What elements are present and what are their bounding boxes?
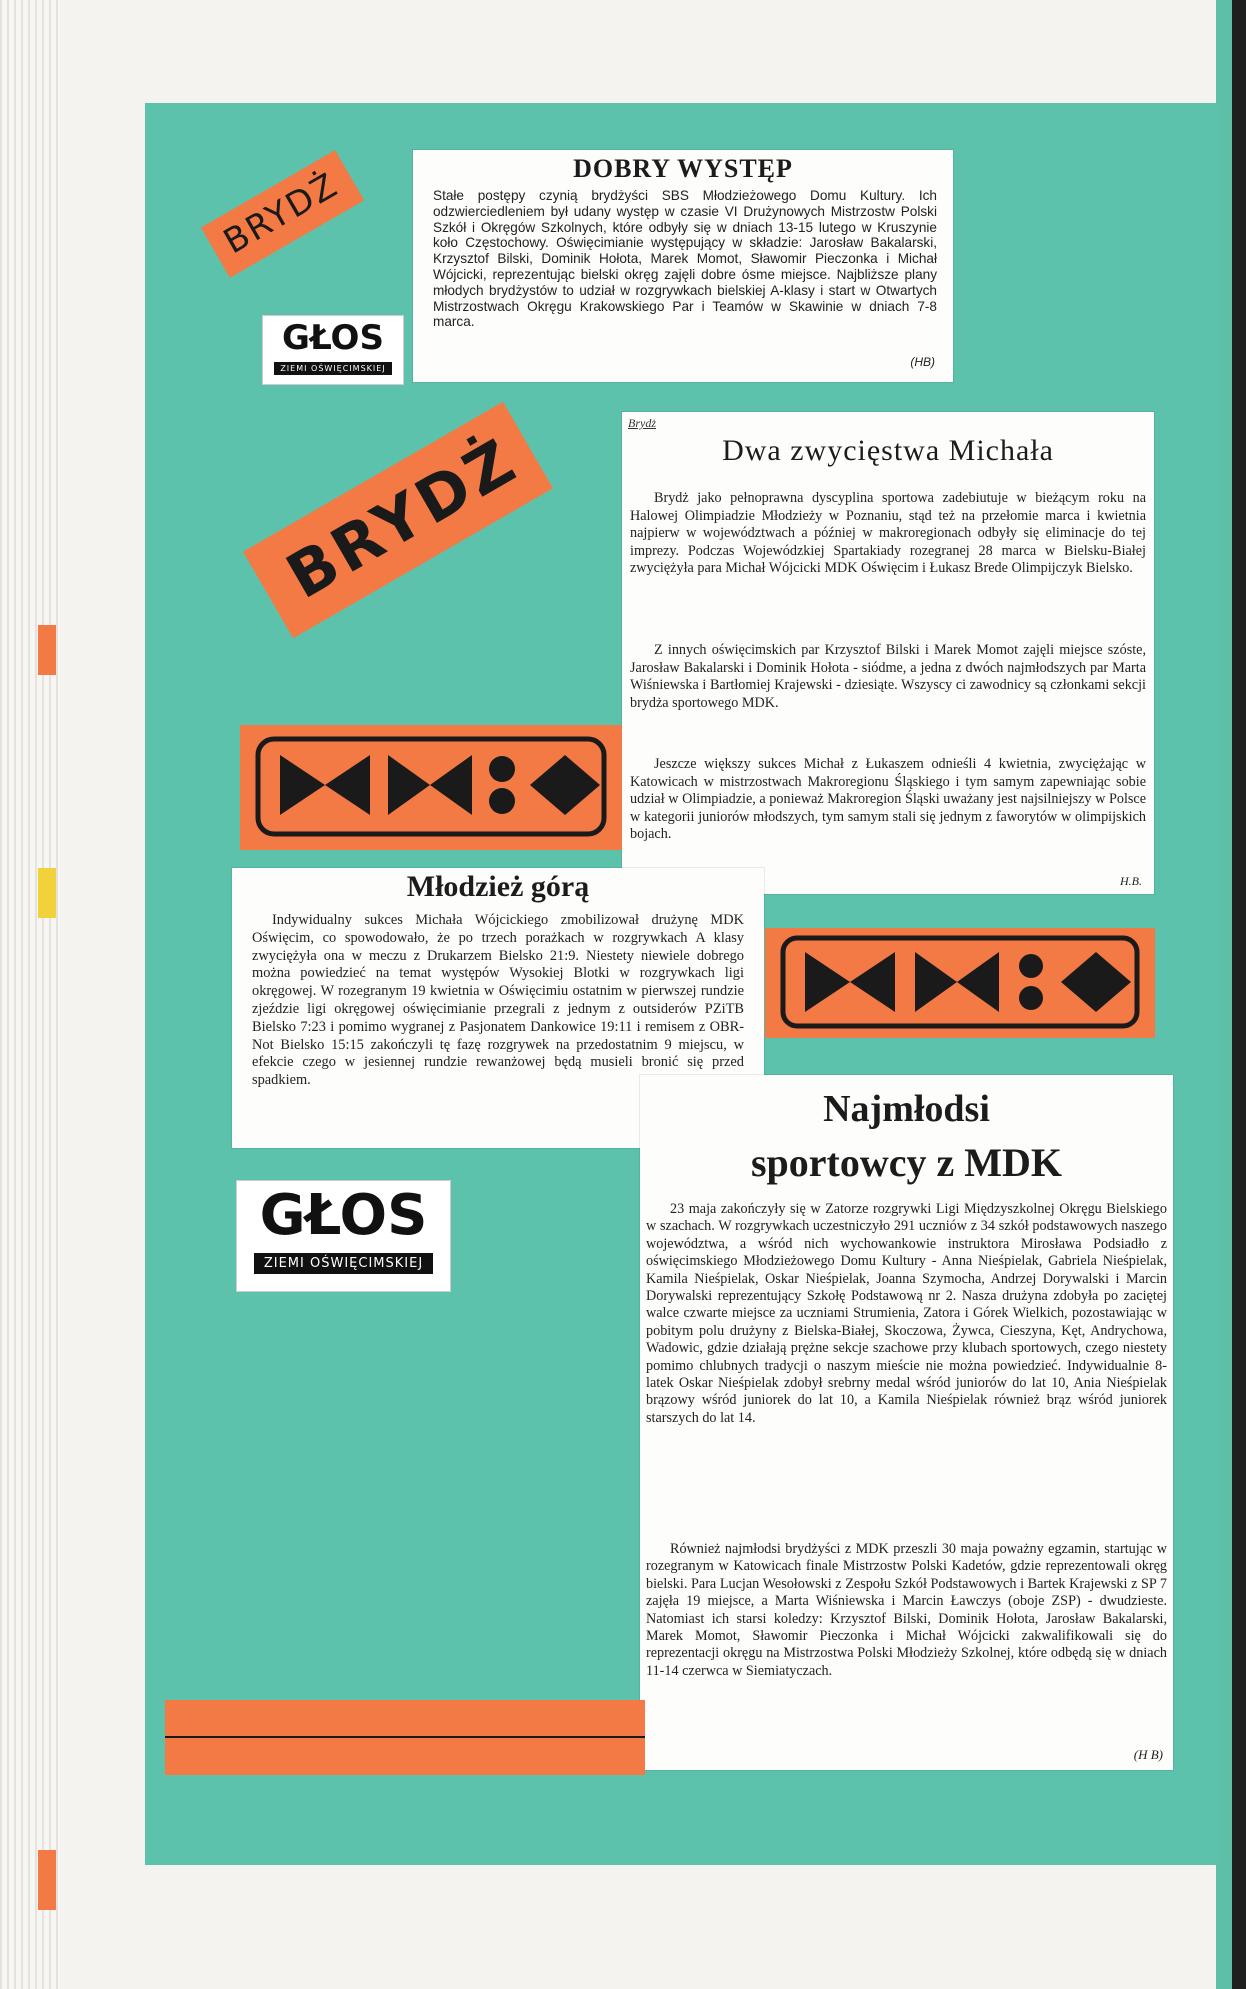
article-title: Młodzież górą (406, 870, 590, 903)
article-title: DOBRY WYSTĘP (573, 154, 793, 183)
article-clipping (640, 1075, 1173, 1770)
article-credit: (H B) (1133, 1747, 1163, 1762)
ornament-band (765, 928, 1155, 1038)
binder-spine (1232, 0, 1246, 1989)
article-paragraph: Z innych oświęcimskich par Krzysztof Bilski i Marek Momot zajęli miejsce szóste, Jarosław Bakalarski i Dominik Hołota - siódme, a jedna z dwóch najmłodszych par Marta Wiśniewska i Bartłomiej Krajewski - dziesiąte. Wszyscy ci zawodnicy są członkami sekcji brydża sportowego MDK. (630, 642, 1146, 711)
strip-rule (165, 1736, 645, 1738)
section-label-text: BRYDŻ (217, 165, 346, 263)
article-clipping (413, 150, 953, 382)
newspaper-logo-name: GŁOS (282, 318, 384, 358)
ornament-band (240, 725, 622, 850)
article-paragraph: Również najmłodsi brydżyści z MDK przeszli 30 maja poważny egzamin, startując w rozegranym w Katowicach finale Mistrzostw Polski Kadetów, gdzie reprezentowali okręg bielski. Para Lucjan Wesołowski z Zespołu Szkół Podstawowych i Bartek Krajewski z SP 7 zajęła 19 miejsce, a Marta Wiśniewska i Marcin Ławczys (oboje ZSP) - dwudzieste. Natomiast ich starsi koledzy: Krzysztof Bilski, Dominik Hołota, Jarosław Bakalarski, Marek Momot, Sławomir Pieczonka i Michał Wójcicki zakwalifikowali się do reprezentacji okręgu na Mistrzostwa Polski Młodzieży Szkolnej, które odbędą się w dniach 11-14 czerwca w Siemiatyczach. (646, 1541, 1167, 1679)
article-body: Stałe postępy czynią brydżyści SBS Młodzieżowego Domu Kultury. Ich odzwierciedleniem był udany występ w czasie VI Drużynowych Mistrzostw Polski Szkół i Okręgów Szkolnych, które odbyły się w dniach 13-15 lutego w Kruszynie koło Częstochowy. Oświęcimianie występujący w składzie: Jarosław Bakalarski, Krzysztof Bilski, Dominik Hołota, Marek Momot, Sławomir Pieczonka i Michał Wójcicki, reprezentując bielski okręg zajęli dobre ósme miejsce. Najbliższe plany młodych brydżystów to udział w rozgrywkach bielskiej A-klasy i start w Otwartych Mistrzostwach Okręgu Krakowskiego Par i Teamów w Skawinie w dniach 7-8 marca. (433, 188, 937, 330)
article-title: Najmłodsi (823, 1088, 990, 1130)
page-tab (38, 625, 56, 675)
page-tab (38, 868, 56, 918)
article-paragraph: Brydż jako pełnoprawna dyscyplina sportowa zadebiutuje w bieżącym roku na Halowej Olimpiadzie Młodzieży w Poznaniu, stąd też na przełomie marca i kwietnia najpierw w województwach a później w makroregionach odbyły się eliminacje do tej imprezy. Podczas Wojewódzkiej Spartakiady rozegranej 28 marca w Bielsku-Białej zwyciężyła para Michał Wójcicki MDK Oświęcim i Łukasz Brede Olimpijczyk Bielsko. (630, 490, 1146, 577)
newspaper-logo (262, 315, 404, 385)
binder-page-edges (0, 0, 60, 1989)
article-title: Dwa zwycięstwa Michała (722, 434, 1054, 467)
newspaper-logo (236, 1180, 451, 1292)
article-clipping (622, 412, 1154, 894)
section-label-text: BRYDŻ (274, 423, 530, 614)
article-title: sportowcy z MDK (750, 1140, 1063, 1185)
decorative-strip (165, 1700, 645, 1775)
article-credit: (HB) (910, 355, 935, 369)
suit-pattern-icon (765, 928, 1155, 1038)
article-credit: H.B. (1120, 874, 1142, 888)
newspaper-logo-subtitle: ZIEMI OŚWIĘCIMSKIEJ (274, 362, 392, 375)
article-kicker: Brydż (628, 416, 656, 430)
suit-pattern-icon (240, 725, 622, 850)
newspaper-logo-name: GŁOS (259, 1183, 428, 1248)
article-paragraph: Jeszcze większy sukces Michał z Łukaszem odnieśli 4 kwietnia, zwyciężając w Katowicach w mistrzostwach Makroregionu Śląskiego i tym samym zapewniając sobie udział w Olimpiadzie, a ponieważ Makroregion Śląski uważany jest najsilniejszy w Polsce w kategorii juniorów młodszych, tym samym stali się jednym z faworytów w olimpijskich bojach. (630, 756, 1146, 843)
article-body: Indywidualny sukces Michała Wójcickiego zmobilizował drużynę MDK Oświęcim, co spowodowało, że po trzech porażkach w rozgrywkach A klasy zwyciężyła ona w meczu z Drukarzem Bielsko 21:9. Niestety niewiele dobrego można powiedzieć na temat występów Wysokiej Blotki w rozgrywkach ligi okręgowej. W rozegranym 19 kwietnia w Oświęcimiu ostatnim w pierwszej rundzie zjeździe ligi okręgowej oświęcimianie przegrali z jednym z outsiderów PZiTB Bielsko 7:23 i pomimo wygranej z Pasjonatem Dankowice 19:11 i remisem z OBR-Not Bielsko 15:15 zakończyli tę fazę rozgrywek na przedostatnim 9 miejscu, w efekcie czego w jesiennej rundzie rewanżowej będą musieli bronić się przed spadkiem. (252, 912, 744, 1089)
page-tab (38, 1850, 56, 1910)
newspaper-logo-subtitle: ZIEMI OŚWIĘCIMSKIEJ (254, 1253, 433, 1274)
article-paragraph: 23 maja zakończyły się w Zatorze rozgrywki Ligi Międzyszkolnej Okręgu Bielskiego w szachach. W rozgrywkach uczestniczyło 291 uczniów z 34 szkół podstawowych naszego województwa, a wśród nich wychowankowie instruktora Mirosława Podsiadło z oświęcimskiego Młodzieżowego Domu Kultury - Anna Nieśpielak, Gabriela Nieśpielak, Kamila Nieśpielak, Oskar Nieśpielak, Joanna Szymocha, Andrzej Dorywalski i Marcin Dorywalski reprezentujący Szkołę Podstawową nr 2. Nasza drużyna zdobyła po zaciętej walce czwarte miejsce za uczniami Strumienia, Zatora i Górek Wielkich, pozostawiając w pobitym polu drużyny z Bielska-Białej, Skoczowa, Żywca, Cieszyna, Kęt, Andrychowa, Wadowic, gdzie działają prężne sekcje szachowe przy klubach sportowych, czego niestety pomimo chlubnych tradycji o naszym mieście nie można powiedzieć. Indywidualnie 8-latek Oskar Nieśpielak zdobył srebrny medal wśród juniorów do lat 10, Ania Nieśpielak brązowy wśród juniorek do lat 10, a Kamila Nieśpielak również brąz wśród juniorek starszych do lat 14. (646, 1201, 1167, 1426)
